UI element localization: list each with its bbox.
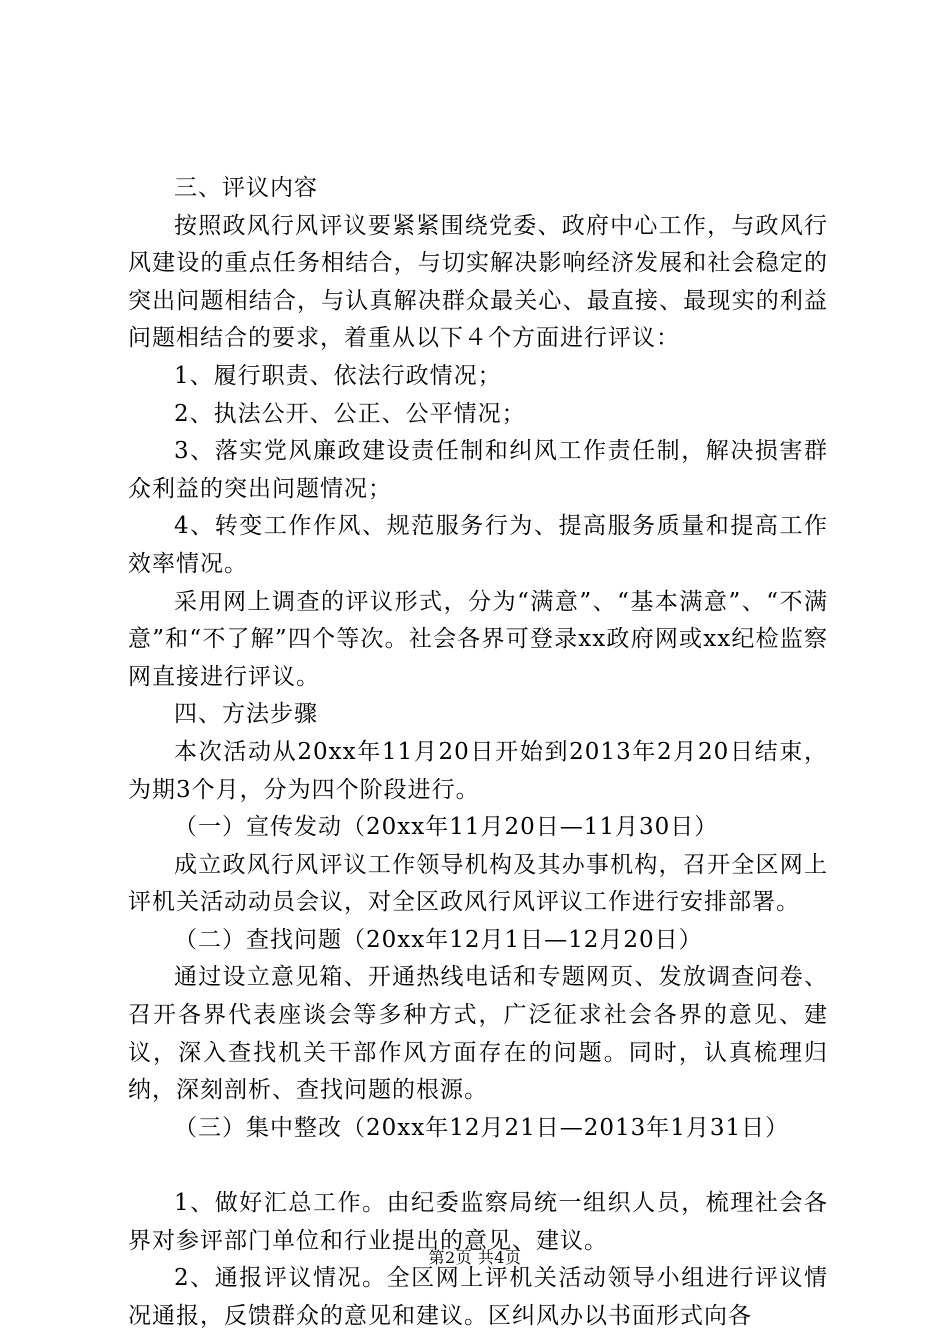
paragraph: 成立政风行风评议工作领导机构及其办事机构，召开全区网上评机关活动动员会议，对全区政风行风评议工作进行安排部署。: [128, 851, 828, 916]
paragraph: 按照政风行风评议要紧紧围绕党委、政府中心工作，与政风行风建设的重点任务相结合，与切实解决影响经济发展和社会稳定的突出问题相结合，与认真解决群众最关心、最直接、最现实的利益问题相结合的要求，着重从以下４个方面进行评议：: [128, 212, 828, 352]
list-item: 4、转变工作作风、规范服务行为、提高服务质量和提高工作效率情况。: [128, 513, 828, 577]
section-heading-4: 四、方法步骤: [174, 701, 318, 728]
list-item: 1、做好汇总工作。由纪委监察局统一组织人员，梳理社会各界对参评部门单位和行业提出的意见、建议。: [128, 1190, 828, 1254]
list-item: 1、履行职责、依法行政情况；: [174, 362, 502, 389]
paragraph: 通过设立意见箱、开通热线电话和专题网页、发放调查问卷、召开各界代表座谈会等多种方式，广泛征求社会各界的意见、建议，深入查找机关干部作风方面存在的问题。同时，认真梳理归纳，深刻剖析、查找问题的根源。: [128, 964, 828, 1104]
subsection-heading-1: （一）宣传发动（20xx年11月20日—11月30日）: [174, 814, 719, 841]
blank-line: [128, 1147, 828, 1185]
subsection-heading-3: （三）集中整改（20xx年12月21日—2013年1月31日）: [174, 1114, 790, 1141]
paragraph: 本次活动从20xx年11月20日开始到2013年2月20日结束，为期3个月，分为四个阶段进行。: [128, 738, 828, 803]
list-item: 3、落实党风廉政建设责任制和纠风工作责任制，解决损害群众利益的突出问题情况；: [128, 438, 828, 502]
list-item: 2、通报评议情况。全区网上评机关活动领导小组进行评议情况通报，反馈群众的意见和建议。区纠风办以书面形式向各: [128, 1265, 828, 1329]
document-body: [128, 170, 828, 1335]
page-footer: 第2页 共4页: [428, 1248, 522, 1267]
list-item: 2、执法公开、公正、公平情况；: [174, 400, 526, 427]
subsection-heading-2: （二）查找问题（20xx年12月1日—12月20日）: [174, 926, 703, 953]
paragraph: 采用网上调查的评议形式，分为“满意”、“基本满意”、“不满意”和“不了解”四个等次。社会各界可登录xx政府网或xx纪检监察网直接进行评议。: [128, 588, 828, 690]
section-heading-3: 三、评议内容: [174, 175, 318, 201]
